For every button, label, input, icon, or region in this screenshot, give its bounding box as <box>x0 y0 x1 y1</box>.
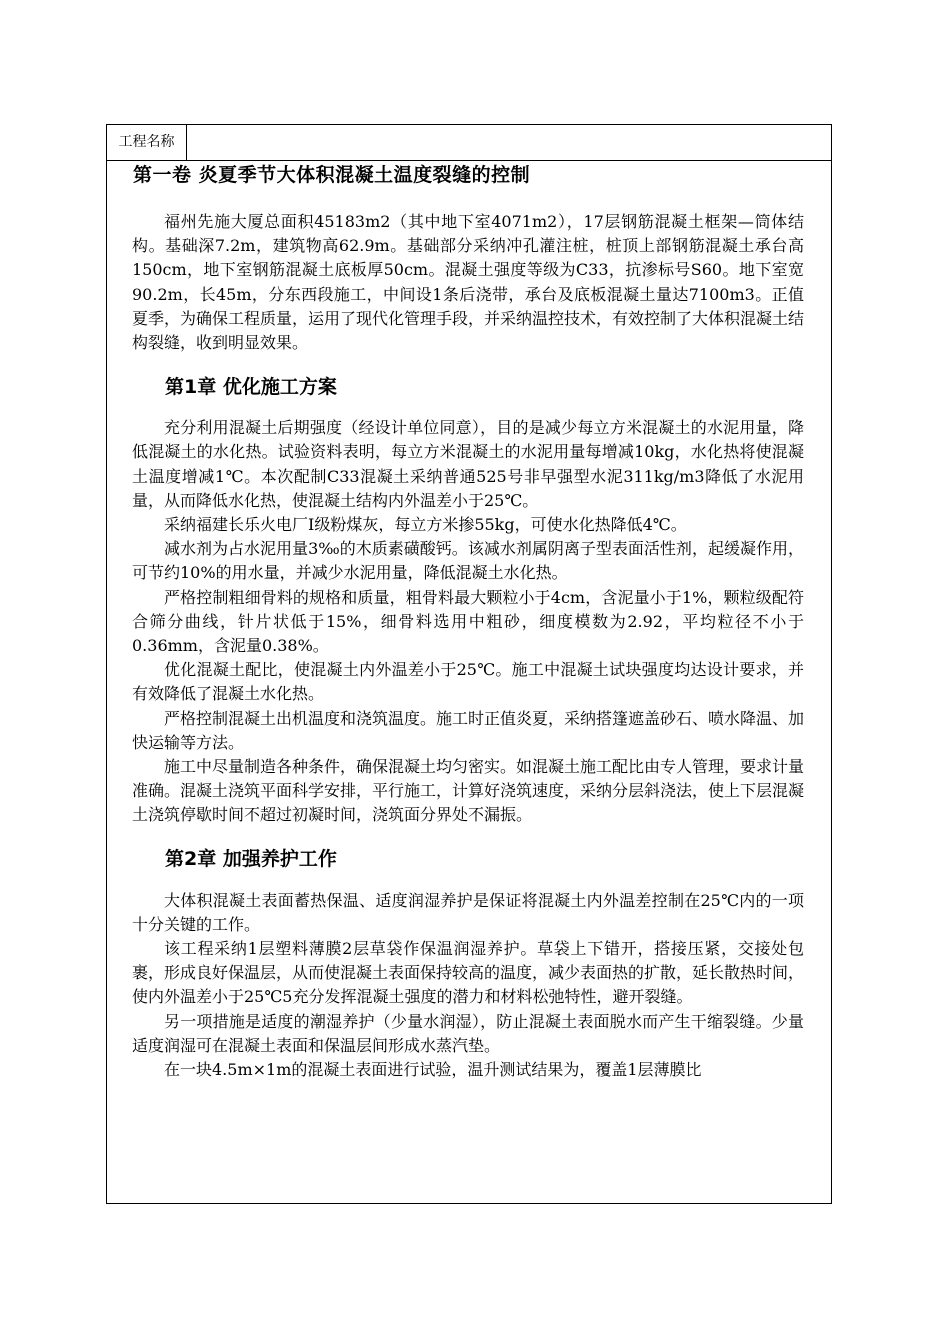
chapter-1-paragraph: 严格控制混凝土出机温度和浇筑温度。施工时正值炎夏，采纳搭篷遮盖砂石、喷水降温、加快运输等方法。 <box>132 708 805 752</box>
chapter-2-title: 第2章 加强养护工作 <box>165 847 337 870</box>
chapter-1-paragraph: 减水剂为占水泥用量3‰的木质素磺酸钙。该减水剂属阴离子型表面活性剂，起缓凝作用，可节约10%的用水量，并减少水泥用量，降低混凝土水化热。 <box>132 539 804 583</box>
chapter-2-paragraph: 大体积混凝土表面蓄热保温、适度润湿养护是保证将混凝土内外温差控制在25℃内的一项十分关键的工作。 <box>132 890 804 934</box>
chapter-2-paragraph: 在一块4.5m×1m的混凝土表面进行试验，温升测试结果为，覆盖1层薄膜比 <box>164 1060 702 1080</box>
chapter-2-paragraph: 该工程采纳1层塑料薄膜2层草袋作保温润湿养护。草袋上下错开，搭接压紧，交接处包裹，形成良好保温层，从而使混凝土表面保持较高的温度，减少表面热的扩散，延长散热时间，使内外温差小于25℃5充分发挥混凝土强度的潜力和材料松弛特性，避开裂缝。 <box>132 939 805 1007</box>
chapter-1-paragraph: 严格控制粗细骨料的规格和质量，粗骨料最大颗粒小于4cm，含泥量小于1%，颗粒级配符合筛分曲线，针片状低于15%，细骨料选用中粗砂，细度模数为2.92，平均粒径不小于0.36mm，含泥量0.38%。 <box>132 587 804 656</box>
chapter-1-paragraph: 施工中尽量制造各种条件，确保混凝土均匀密实。如混凝土施工配比由专人管理，要求计量准确。混凝土浇筑平面科学安排，平行施工，计算好浇筑速度，采纳分层斜浇法，使上下层混凝土浇筑停歇时间不超过初凝时间，浇筑面分界处不漏振。 <box>132 757 805 825</box>
chapter-1-paragraph: 采纳福建长乐火电厂I级粉煤灰，每立方米掺55kg，可使水化热降低4℃。 <box>164 515 687 535</box>
project-name-row <box>107 125 831 161</box>
document-table <box>106 124 832 1204</box>
document-body <box>132 161 804 1082</box>
volume-title: 第一卷 炎夏季节大体积混凝土温度裂缝的控制 <box>133 164 531 186</box>
chapter-1-title: 第1章 优化施工方案 <box>165 376 337 399</box>
chapter-1-paragraph: 优化混凝土配比，使混凝土内外温差小于25℃。施工中混凝土试块强度均达设计要求，并有效降低了混凝土水化热。 <box>132 660 804 704</box>
intro-paragraph: 福州先施大厦总面积45183m2（其中地下室4071m2），17层钢筋混凝土框架—筒体结构。基础深7.2m，建筑物高62.9m。基础部分采纳冲孔灌注桩，桩顶上部钢筋混凝土承台高150cm，地下室钢筋混凝土底板厚50cm。混凝土强度等级为C33，抗渗标号S60。地下室宽90.2m，长45m，分东西段施工，中间设1条后浇带，承台及底板混凝土量达7100m3。正值夏季，为确保工程质量，运用了现代化管理手段，并采纳温控技术，有效控制了大体积混凝土结构裂缝，收到明显效果。 <box>132 212 805 353</box>
chapter-2-paragraph: 另一项措施是适度的潮湿养护（少量水润湿），防止混凝土表面脱水而产生干缩裂缝。少量适度润湿可在混凝土表面和保温层间形成水蒸汽垫。 <box>132 1011 804 1055</box>
chapter-1-paragraph: 充分利用混凝土后期强度（经设计单位同意），目的是减少每立方米混凝土的水泥用量，降低混凝土的水化热。试验资料表明，每立方米混凝土的水泥用量每增减10kg，水化热将使混凝土温度增减1℃。本次配制C33混凝土采纳普通525号非早强型水泥311kg/m3降低了水泥用量，从而降低水化热，使混凝土结构内外温差小于25℃。 <box>132 418 804 510</box>
project-name-label: 工程名称 <box>107 125 187 160</box>
